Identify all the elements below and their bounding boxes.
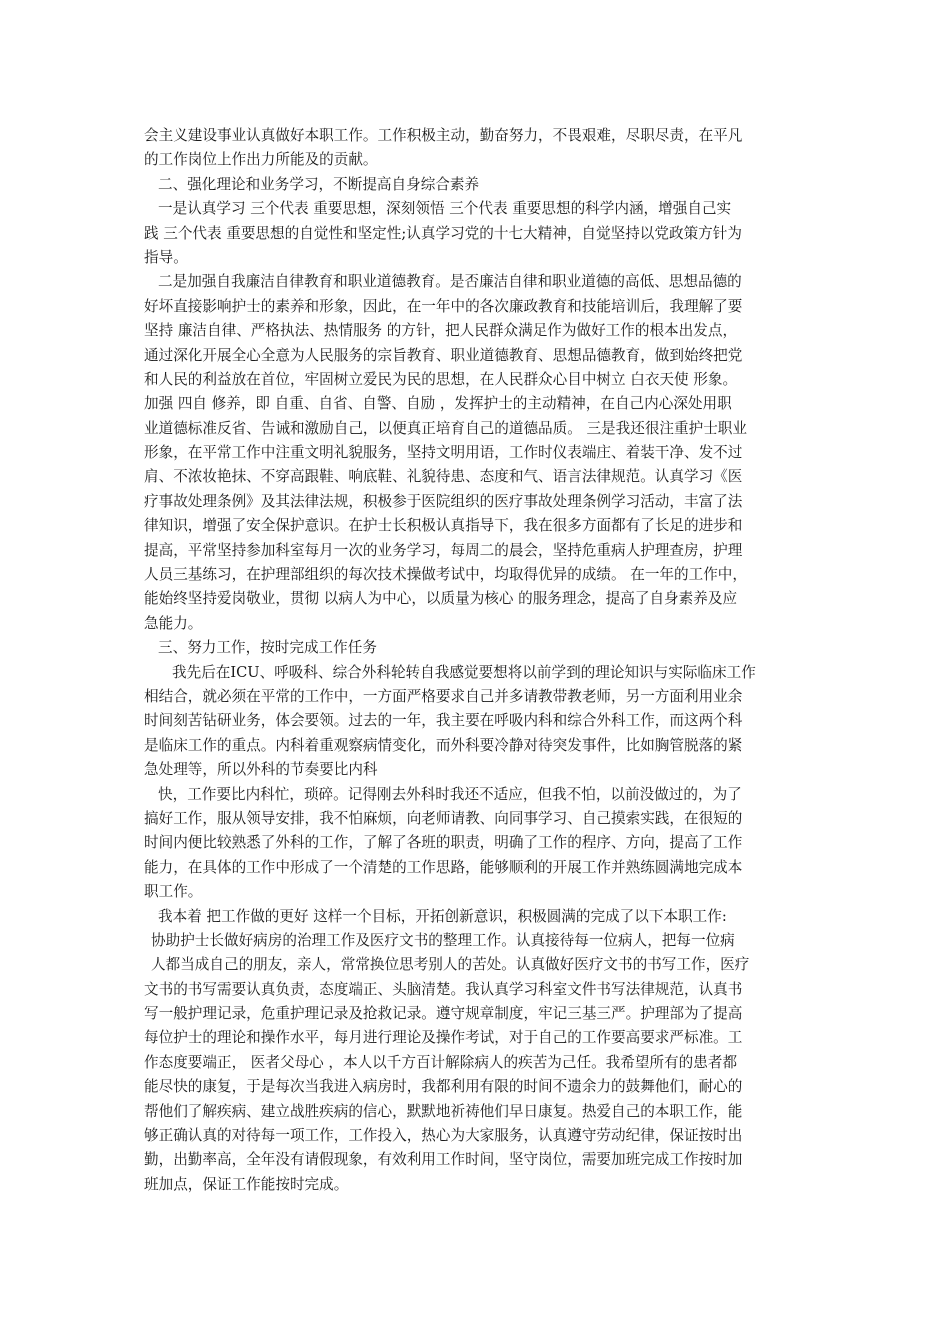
text-line: 一是认真学习 三个代表 重要思想，深刻领悟 三个代表 重要思想的科学内涵，增强自己实 xyxy=(158,200,732,218)
text-line: 好坏直接影响护士的素养和形象，因此，在一年中的各次廉政教育和技能培训后，我理解了要 xyxy=(144,297,743,315)
text-line: 搞好工作，服从领导安排，我不怕麻烦，向老师请教、向同事学习、自己摸索实践，在很短的 xyxy=(144,809,743,827)
text-line: 是临床工作的重点。内科着重观察病情变化，而外科要冷静对待突发事件，比如胸管脱落的紧 xyxy=(144,736,743,754)
text-line: 业道德标准反省、告诫和激励自己，以便真正培育自己的道德品质。 三是我还很注重护士职业 xyxy=(144,419,747,437)
text-line: 律知识，增强了安全保护意识。在护士长积极认真指导下，我在很多方面都有了长足的进步和 xyxy=(144,517,743,535)
text-line: 能尽快的康复，于是每次当我进入病房时，我都利用有限的时间不遗余力的鼓舞他们，耐心的 xyxy=(144,1078,743,1096)
text-line: 人都当成自己的朋友，亲人，常常换位思考别人的苦处。认真做好医疗文书的书写工作，医疗 xyxy=(151,956,750,974)
text-line: 能始终坚持爱岗敬业，贯彻 以病人为中心，以质量为核心 的服务理念，提高了自身素养及应 xyxy=(144,590,738,608)
text-line: 协助护士长做好病房的治理工作及医疗文书的整理工作。认真接待每一位病人，把每一位病 xyxy=(151,931,735,949)
text-line: 急能力。 xyxy=(144,614,203,632)
text-line: 人员三基练习，在护理部组织的每次技术操做考试中，均取得优异的成绩。 在一年的工作中， xyxy=(144,566,747,584)
text-line: 指导。 xyxy=(144,248,188,266)
section-heading: 二、强化理论和业务学习，不断提高自身综合素养 xyxy=(158,175,480,193)
text-line: 通过深化开展全心全意为人民服务的宗旨教育、职业道德教育、思想品德教育，做到始终把党 xyxy=(144,346,743,364)
text-line: 我本着 把工作做的更好 这样一个目标，开拓创新意识，积极圆满的完成了以下本职工作: xyxy=(158,907,727,925)
text-line: 疗事故处理条例》及其法律法规，积极参于医院组织的医疗事故处理条例学习活动，丰富了法 xyxy=(144,492,743,510)
text-line: 和人民的利益放在首位，牢固树立爱民为民的思想，在人民群众心目中树立 白衣天使 形象。 xyxy=(144,370,738,388)
text-line: 我先后在ICU、呼吸科、综合外科轮转自我感觉要想将以前学到的理论知识与实际临床工作 xyxy=(172,663,756,681)
text-line: 相结合，就必须在平常的工作中，一方面严格要求自己并多请教带教老师，另一方面利用业余 xyxy=(144,687,743,705)
text-line: 会主义建设事业认真做好本职工作。工作积极主动，勤奋努力，不畏艰难，尽职尽责，在平凡 xyxy=(144,127,743,144)
text-line: 加强 四自 修养，即 自重、自省、自警、自励 ，发挥护士的主动精神，在自己内心深处用职 xyxy=(144,395,732,413)
text-line: 文书的书写需要认真负责，态度端正、头脑清楚。我认真学习科室文件书写法律规范，认真书 xyxy=(144,980,743,998)
text-line: 急处理等，所以外科的节奏要比内科 xyxy=(144,761,378,779)
text-line: 职工作。 xyxy=(144,883,203,901)
text-line: 能力，在具体的工作中形成了一个清楚的工作思路，能够顺利的开展工作并熟练圆满地完成本 xyxy=(144,858,743,876)
text-line: 肩、不浓妆艳抹、不穿高跟鞋、响底鞋、礼貌待患、态度和气、语言法律规范。认真学习《医 xyxy=(144,468,743,486)
text-line: 时间刻苦钻研业务，体会要领。过去的一年，我主要在呼吸内科和综合外科工作，而这两个科 xyxy=(144,712,743,730)
text-line: 形象，在平常工作中注重文明礼貌服务，坚持文明用语，工作时仪表端庄、着装干净、发不过 xyxy=(144,444,743,462)
section-heading: 三、努力工作，按时完成工作任务 xyxy=(158,639,377,657)
document-body xyxy=(144,124,808,1222)
text-line: 快，工作要比内科忙，琐碎。记得刚去外科时我还不适应，但我不怕，以前没做过的，为了 xyxy=(158,785,742,803)
text-line: 提高，平常坚持参加科室每月一次的业务学习，每周二的晨会，坚持危重病人护理查房，护理 xyxy=(144,541,743,559)
text-line: 二是加强自我廉洁自律教育和职业道德教育。是否廉洁自律和职业道德的高低、思想品德的 xyxy=(158,273,742,291)
text-line: 每位护士的理论和操作水平，每月进行理论及操作考试，对于自己的工作要高要求严标准。工 xyxy=(144,1029,743,1047)
text-line: 坚持 廉洁自律、严格执法、热情服务 的方针，把人民群众满足作为做好工作的根本出发点， xyxy=(144,322,738,340)
text-line: 写一般护理记录，危重护理记录及抢救记录。遵守规章制度，牢记三基三严。护理部为了提高 xyxy=(144,1005,743,1023)
text-line: 够正确认真的对待每一项工作，工作投入，热心为大家服务，认真遵守劳动纪律，保证按时出 xyxy=(144,1127,743,1145)
text-line: 践 三个代表 重要思想的自觉性和坚定性;认真学习党的十七大精神，自觉坚持以党政策方针为 xyxy=(144,224,742,242)
text-line: 帮他们了解疾病、建立战胜疾病的信心，默默地祈祷他们早日康复。热爱自己的本职工作，能 xyxy=(144,1102,743,1120)
text-line: 的工作岗位上作出力所能及的贡献。 xyxy=(144,151,378,169)
text-line: 班加点，保证工作能按时完成。 xyxy=(144,1175,349,1193)
text-line: 作态度要端正， 医者父母心 ，本人以千方百计解除病人的疾苦为己任。我希望所有的患者都 xyxy=(144,1053,738,1071)
text-line: 勤，出勤率高，全年没有请假现象，有效利用工作时间，坚守岗位，需要加班完成工作按时加 xyxy=(144,1151,743,1169)
text-line: 时间内便比较熟悉了外科的工作，了解了各班的职责，明确了工作的程序、方向，提高了工作 xyxy=(144,834,743,852)
text-line xyxy=(144,1197,808,1221)
